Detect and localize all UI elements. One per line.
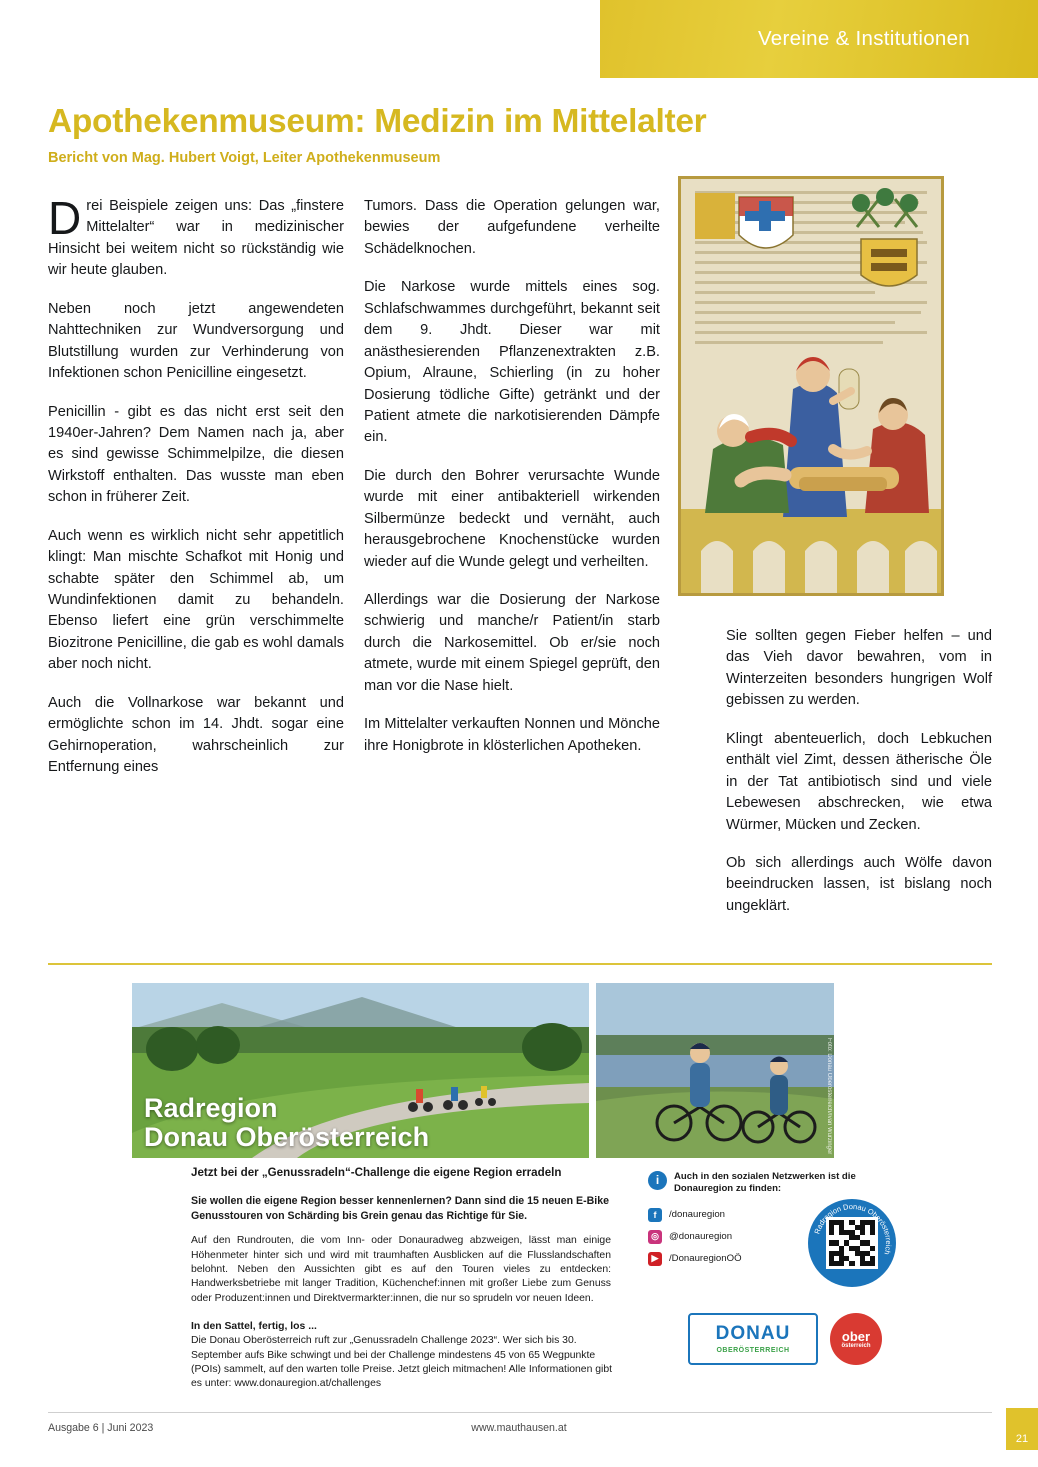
logo-text-secondary: österreich xyxy=(841,1342,871,1349)
ad-photo-cyclists-field xyxy=(132,983,589,1158)
ad-cta-title: In den Sattel, fertig, los ... xyxy=(191,1321,317,1332)
info-icon: i xyxy=(648,1171,667,1190)
ad-headline: Radregion Donau Oberösterreich xyxy=(144,1092,430,1152)
paragraph: Im Mittelalter verkauften Nonnen und Mönche ihre Honigbrote in klösterlichen Apotheken. xyxy=(364,716,660,754)
paragraph: Ob sich allerdings auch Wölfe davon beeindrucken lassen, ist bislang noch ungeklärt. xyxy=(726,854,992,914)
paragraph: Drei Beispiele zeigen uns: Das „finstere Mittelalter“ war in medizinischer Hinsicht bei weitem nicht so rückständig wie wir heute glauben. xyxy=(48,192,344,279)
ad-lead-text: Jetzt bei der „Genussradeln“-Challenge die eigene Region erradeln xyxy=(191,1166,562,1179)
paragraph: Die Narkose wurde mittels eines sog. Schlafschwammes durchgeführt, bekannt seit dem 9. Jhdt. Dieser war mit anästhesierenden Pflanzenextrakten z.B. Opium, Alraune, Schierling (in zu hoher Dosierung tödliche Gifte) getränkt und der Patient atmete die narkotisierenden Dämpfe ein. xyxy=(364,279,660,446)
ad-logo-row xyxy=(688,1313,882,1365)
logo-text-primary: ober xyxy=(841,1328,871,1344)
paragraph: Allerdings war die Dosierung der Narkose schwierig und manche/r Patient/in starb durch die Narkosemittel. Ob er/sie noch atmete, wurde mit einem Spiegel geprüft, den man vor die Nase hielt. xyxy=(364,592,660,694)
social-link-label: /donauregion xyxy=(669,1209,726,1221)
footer-website: www.mauthausen.at xyxy=(471,1422,567,1434)
article-header xyxy=(48,104,948,166)
article-column-3 xyxy=(726,626,992,934)
section-title: Vereine & Institutionen xyxy=(757,27,970,50)
footer-issue: Ausgabe 6 | Juni 2023 xyxy=(48,1422,154,1434)
footer-divider xyxy=(48,1412,992,1413)
article-column-2 xyxy=(364,196,660,774)
article-byline: Bericht von Mag. Hubert Voigt, Leiter Apothekenmuseum xyxy=(48,149,441,166)
page-number-tab: 21 xyxy=(1006,1408,1038,1450)
paragraph: Sie sollten gegen Fieber helfen – und das Vieh davor bewahren, vom in Winterzeiten besonders hungrigen Wolf gebissen zu werden. xyxy=(726,628,992,709)
oberoesterreich-logo xyxy=(830,1313,882,1365)
social-networks-box xyxy=(648,1171,898,1301)
section-header-banner xyxy=(600,0,1038,78)
ad-call-to-action xyxy=(191,1320,621,1392)
article-column-1 xyxy=(48,192,344,796)
paragraph: Neben noch jetzt angewendeten Nahttechniken zur Wundversorgung und Blutstillung wurden zur Verhinderung von Infektionen schon Penicilline eingesetzt. xyxy=(48,300,344,382)
river-photo xyxy=(596,983,834,1158)
social-headline: Auch in den sozialen Netzwerken ist die Donauregion zu finden: xyxy=(674,1171,856,1195)
qr-code-badge[interactable] xyxy=(808,1199,896,1287)
article-body xyxy=(48,192,992,956)
donau-oberoesterreich-logo xyxy=(688,1313,818,1365)
ad-paragraph: Auf den Rundrouten, die vom Inn- oder Donauradweg abzweigen, lässt man einige Höhenmeter hinter sich und wird mit traumhaften Ausblicken auf die Flusslandschaften belohnt. Neben den Aussichten gibt es auf den Touren vieles zu entdecken: Handwerksbetriebe mit langer Tradition, Küchenchef:innen mit großer Liebe zum Genuss oder Produzent:innen und Direktvermarkter:innen, die nur so sprudeln vor neuen Ideen. xyxy=(191,1235,611,1304)
paragraph: Klingt abenteuerlich, doch Lebkuchen enthält viel Zimt, dessen ätherische Öle in der Tat antibiotisch sind und viele Lebewesen abschrecken, wie etwa Würmer, Mücken und Zecken. xyxy=(726,730,992,833)
social-link-label: @donauregion xyxy=(669,1231,733,1243)
logo-text-primary: DONAU xyxy=(715,1323,791,1344)
paragraph: Auch wenn es wirklich nicht sehr appetitlich klingt: Man mischte Schafkot mit Honig und schabte später den Schimmel ab, um Wundinfektionen damit zu behandeln. Ebenso liefert eine grün verschimmelte Biozitrone Penicilline, die gab es wohl damals aber noch nicht. xyxy=(48,527,344,673)
qr-ring-label xyxy=(808,1199,896,1287)
photo-credit: Foto: Donau Oberösterreich/Ivan Wurzinger xyxy=(826,1037,832,1154)
page-title: Apothekenmuseum: Medizin im Mittelalter xyxy=(48,103,707,140)
paragraph: Penicillin - gibt es das nicht erst seit den 1940er-Jahren? Dem Namen nach ja, aber es sind gewisse Schimmelpilze, die diesen Wirkstoff enthalten. Das wusste man eben schon in früherer Zeit. xyxy=(48,403,344,506)
ad-photo-row xyxy=(132,983,892,1158)
ad-photo-cyclists-river xyxy=(596,983,834,1158)
youtube-icon: ▶ xyxy=(648,1252,662,1266)
social-link-label: /DonauregionOÖ xyxy=(669,1253,742,1265)
social-headline-row xyxy=(648,1171,898,1196)
instagram-icon: ◎ xyxy=(648,1230,662,1244)
paragraph: Die durch den Bohrer verursachte Wunde wurde mit einer antibakteriell wirkenden Silbermünze bedeckt und vernäht, auch herausgebrochene Knochenstücke wurden wieder auf die Wunde gelegt und verheilten. xyxy=(364,467,660,570)
logo-text-secondary: OBERÖSTERREICH xyxy=(716,1347,790,1354)
paragraph: Auch die Vollnarkose war bekannt und ermöglichte schon im 14. Jhdt. sogar eine Gehirnoperation, wahrscheinlich zur Entfernung eines xyxy=(48,694,344,776)
section-divider xyxy=(48,963,992,965)
svg-text:Radregion Donau Oberösterreich: Radregion Donau Oberösterreich xyxy=(812,1201,894,1256)
ad-subhead: Sie wollen die eigene Region besser kennenlernen? Dann sind die 15 neuen E-Bike Genusstouren von Schärding bis Grein genau das Richtige für Sie. xyxy=(191,1194,609,1222)
facebook-icon: f xyxy=(648,1208,662,1222)
paragraph: Tumors. Dass die Operation gelungen war, bewies der aufgefundene verheilte Schädelknochen. xyxy=(364,198,660,257)
advertisement-block xyxy=(48,975,992,1395)
ad-cta-text: Die Donau Oberösterreich ruft zur „Genussradeln Challenge 2023“. Wer sich bis 30. September aufs Bike schwingt und bei der Challenge mindestens 45 von 65 Wegpunkte (POIs) sammelt, auf den warten tolle Preise. Jetzt gleich mitmachen! Alle Informationen gibt es unter: www.donauregion.at/challenges xyxy=(191,1335,613,1390)
